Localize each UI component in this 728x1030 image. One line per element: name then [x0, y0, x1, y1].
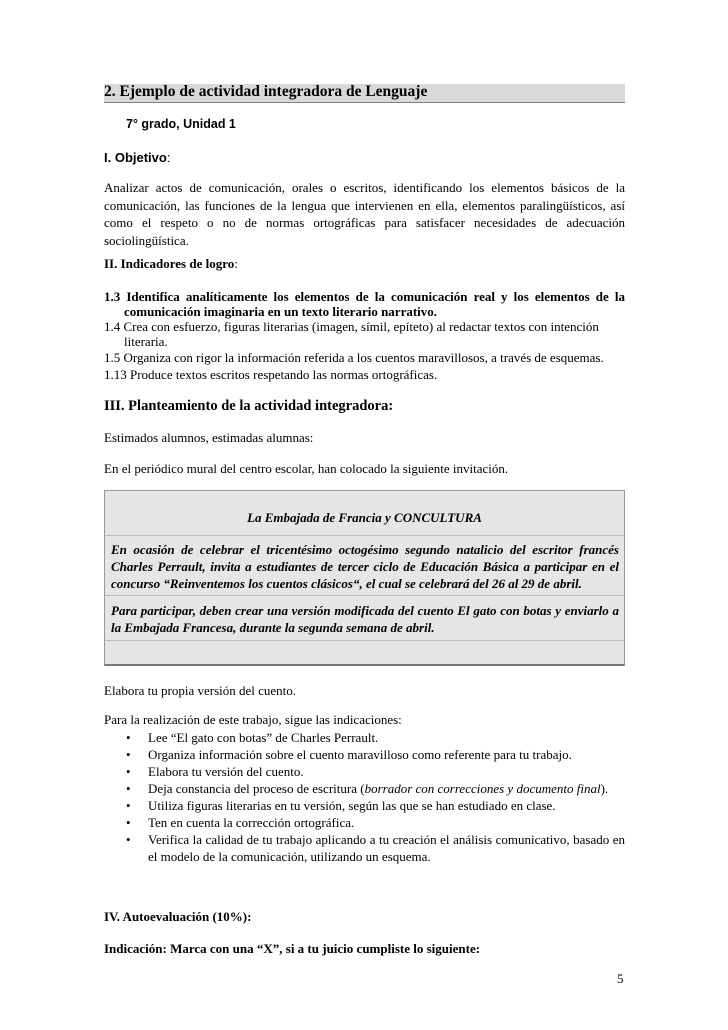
indicator-1-4: 1.4 Crea con esfuerzo, figuras literarias (imagen, símil, epíteto) al redactar textos con intención literaria. — [104, 319, 599, 349]
invitation-separator-3 — [105, 640, 624, 641]
objective-label: I. Objetivo — [104, 150, 167, 165]
list-item: • Lee “El gato con botas” de Charles Perrault. — [126, 730, 379, 745]
objective-colon: : — [166, 150, 171, 165]
bullet-icon: • — [126, 798, 131, 813]
list-item: • Organiza información sobre el cuento maravilloso como referente para tu trabajo. — [126, 747, 572, 762]
indicators-label: II. Indicadores de logro — [104, 256, 235, 271]
activity-heading: III. Planteamiento de la actividad integradora: — [104, 398, 394, 414]
list-item: • Elabora tu versión del cuento. — [126, 764, 304, 779]
grade-unit: 7° grado, Unidad 1 — [126, 117, 236, 131]
self-eval-heading: IV. Autoevaluación (10%): — [104, 909, 252, 924]
bullet-icon: • — [126, 832, 131, 847]
self-eval-instruction: Indicación: Marca con una “X”, si a tu juicio cumpliste lo siguiente: — [104, 941, 481, 956]
indicators-list — [104, 289, 625, 383]
instructions-intro: Para la realización de este trabajo, sigue las indicaciones: — [104, 712, 402, 727]
invitation-box — [104, 490, 625, 666]
indicator-1-5: 1.5 Organiza con rigor la información referida a los cuentos maravillosos, a través de esquemas. — [104, 350, 604, 365]
bullet-icon: • — [126, 781, 131, 796]
list-item: • Verifica la calidad de tu trabajo aplicando a tu creación el análisis comunicativo, basado en el modelo de la comunicación, utilizando un esquema. — [126, 832, 625, 864]
invitation-title: La Embajada de Francia y CONCULTURA — [247, 510, 482, 525]
task-main: Elabora tu propia versión del cuento. — [104, 683, 297, 698]
objective-heading — [104, 150, 625, 165]
list-item: • Deja constancia del proceso de escritura (borrador con correcciones y documento final). — [126, 781, 609, 796]
indicator-1-3: 1.3 Identifica analíticamente los elementos de la comunicación real y los elementos de la comunicación imaginaria en un texto literario narrativo. — [104, 289, 625, 319]
greeting: Estimados alumnos, estimadas alumnas: — [104, 430, 314, 445]
section-title: 2. Ejemplo de actividad integradora de Lenguaje — [104, 83, 428, 100]
bullet-icon: • — [126, 764, 131, 779]
invitation-paragraph-1: En ocasión de celebrar el tricentésimo octogésimo segundo natalicio del escritor francés Charles Perrault, invita a estudiantes de tercer ciclo de Educación Básica a participar en el concurso “Reinventemos los cuentos clásicos“, el cual se celebrará del 26 al 29 de abril. — [111, 542, 619, 591]
bullet-icon: • — [126, 730, 131, 745]
list-item: • Ten en cuenta la corrección ortográfica. — [126, 815, 355, 830]
indicators-colon: : — [234, 256, 238, 271]
list-item: • Utiliza figuras literarias en tu versión, según las que se han estudiado en clase. — [126, 798, 556, 813]
bullet-icon: • — [126, 815, 131, 830]
invitation-paragraph-2: Para participar, deben crear una versión modificada del cuento El gato con botas y enviarlo a la Embajada Francesa, durante la segunda semana de abril. — [111, 603, 619, 635]
indicators-heading — [104, 256, 625, 272]
invitation-intro: En el periódico mural del centro escolar, han colocado la siguiente invitación. — [104, 461, 509, 476]
bullet-icon: • — [126, 747, 131, 762]
page-number: 5 — [617, 971, 624, 986]
objective-text: Analizar actos de comunicación, orales o escritos, identificando los elementos básicos de la comunicación, las funciones de la lengua que intervienen en ella, elementos paralingüísticos, así como el respeto o no de normas ortográficas para satisfacer necesidades de adecuación sociolingüística. — [104, 180, 625, 248]
instructions-list — [104, 729, 625, 865]
indicator-1-13: 1.13 Produce textos escritos respetando las normas ortográficas. — [104, 367, 438, 382]
invitation-separator-2 — [105, 595, 624, 596]
invitation-separator-1 — [105, 535, 624, 536]
